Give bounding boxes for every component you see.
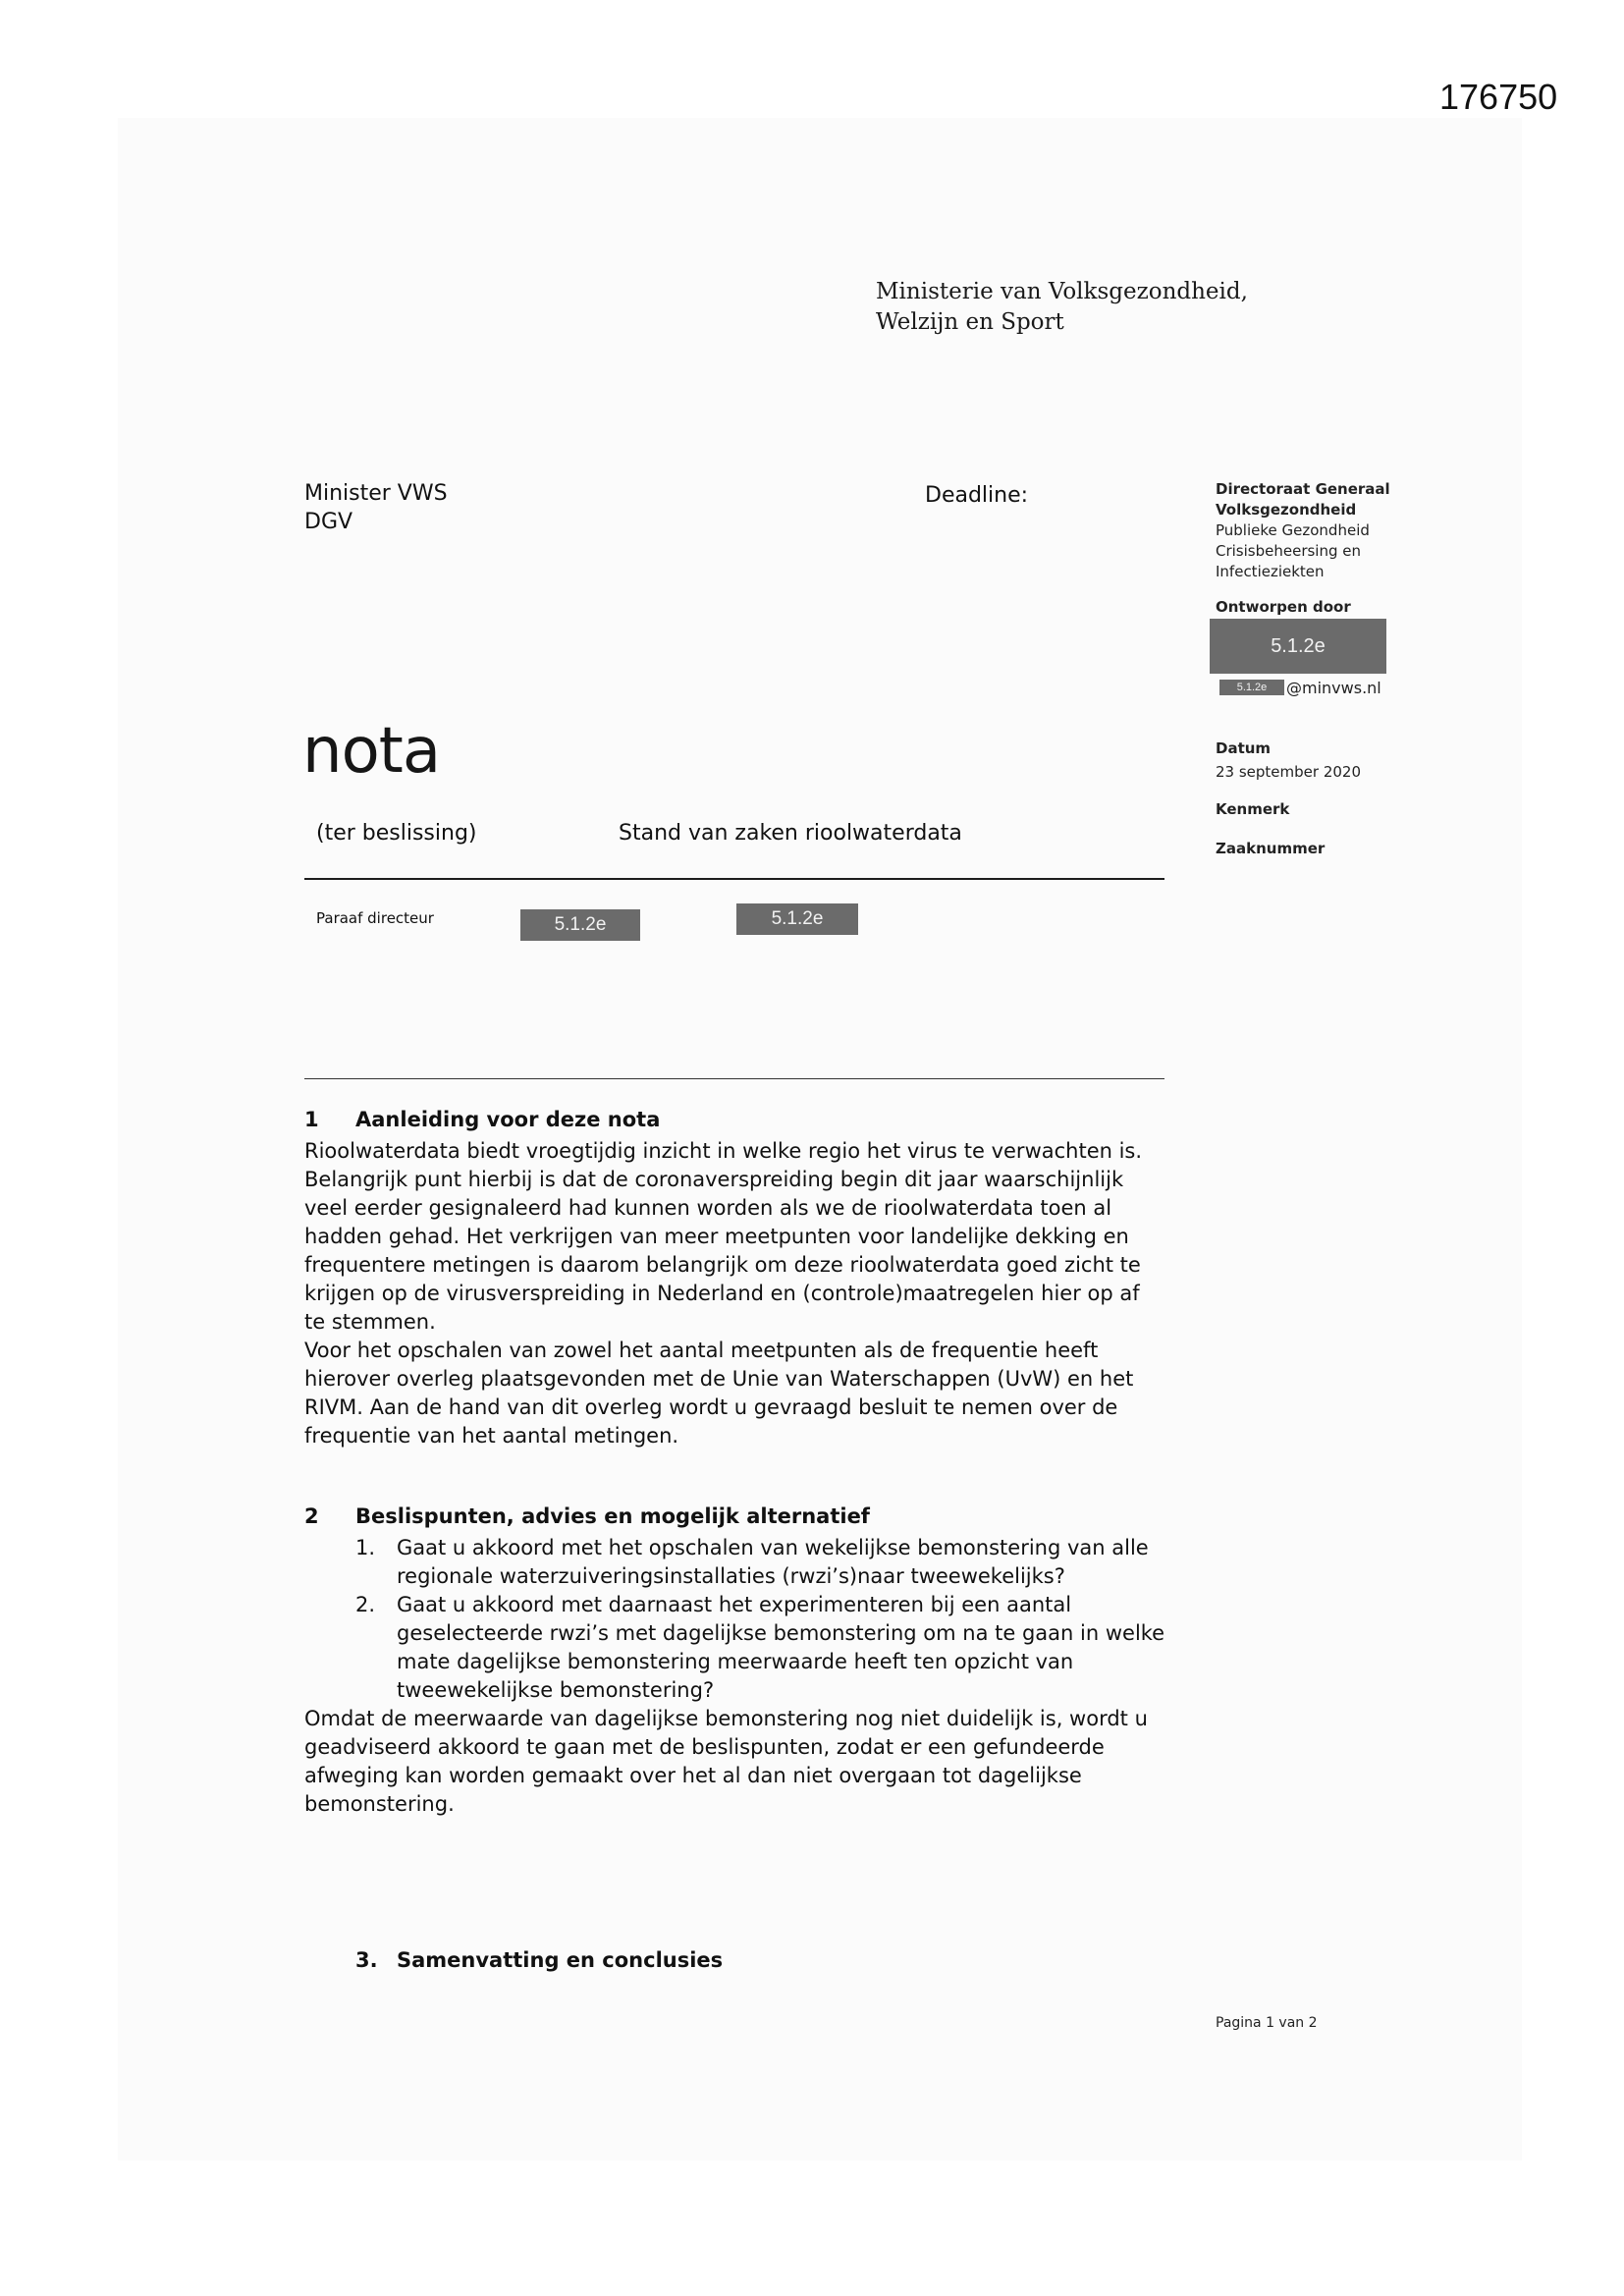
section-3-heading (355, 1948, 723, 1972)
section-3-number: 3. (355, 1948, 378, 1972)
section-1-title: Aanleiding voor deze nota (355, 1108, 661, 1131)
title-divider (304, 878, 1164, 880)
section-1-line: Rioolwaterdata biedt vroegtijdig inzicht in welke regio het virus te verwachten is. (304, 1139, 1143, 1163)
advice-line: bemonstering. (304, 1792, 455, 1816)
section-3-title: Samenvatting en conclusies (397, 1948, 724, 1972)
section-1-line: Belangrijk punt hierbij is dat de coronaverspreiding begin dit jaar waarschijnlijk (304, 1168, 1124, 1191)
org-line-1: Directoraat Generaal (1216, 480, 1390, 498)
email-redaction: 5.1.2e (1219, 680, 1284, 695)
designed-by-label: Ontworpen door (1216, 598, 1351, 616)
section-2-number: 2 (304, 1504, 319, 1528)
paraaf-label: Paraaf directeur (316, 909, 434, 927)
paraaf-redaction-2: 5.1.2e (736, 903, 858, 935)
memo-subject: Stand van zaken rioolwaterdata (619, 821, 962, 846)
paraaf-divider (304, 1078, 1164, 1079)
deadline-label: Deadline: (925, 483, 1029, 508)
advice-line: geadviseerd akkoord te gaan met de beslispunten, zodat er een gefundeerde (304, 1735, 1105, 1759)
section-1-line: te stemmen. (304, 1310, 436, 1334)
decision-point-line: regionale waterzuiveringsinstallaties (rwzi’s)naar tweewekelijks? (397, 1564, 1065, 1588)
section-1-line: hadden gehad. Het verkrijgen van meer meetpunten voor landelijke dekking en (304, 1225, 1129, 1248)
section-1-line: RIVM. Aan de hand van dit overleg wordt u gevraagd besluit te nemen over de (304, 1395, 1118, 1419)
addressee (304, 479, 448, 536)
section-2-title: Beslispunten, advies en mogelijk alternatief (355, 1504, 870, 1528)
ministry-line-1: Ministerie van Volksgezondheid, (876, 279, 1248, 304)
section-1-line: Voor het opschalen van zowel het aantal meetpunten als de frequentie heeft (304, 1339, 1099, 1362)
date-value: 23 september 2020 (1216, 763, 1362, 781)
advice-line: Omdat de meerwaarde van dagelijkse bemonstering nog niet duidelijk is, wordt u (304, 1707, 1148, 1730)
page-title: nota (302, 715, 441, 788)
section-2-heading (304, 1504, 870, 1528)
decision-point (304, 1534, 1251, 1591)
ministry-line-2: Welzijn en Sport (876, 309, 1064, 335)
paraaf-redaction-1: 5.1.2e (520, 909, 640, 941)
section-1-heading (304, 1108, 660, 1131)
decision-point-line: geselecteerde rwzi’s met dagelijkse bemonstering om na te gaan in welke (397, 1621, 1165, 1645)
advice-line: afweging kan worden gemaakt over het al dan niet overgaan tot dagelijkse (304, 1764, 1082, 1787)
decision-type: (ter beslissing) (316, 821, 477, 846)
email-suffix: @minvws.nl (1286, 679, 1381, 697)
org-line-5: Infectieziekten (1216, 563, 1325, 580)
addressee-line-1: Minister VWS (304, 481, 448, 506)
decision-points-list (304, 1534, 1251, 1705)
ministry-name (876, 277, 1248, 338)
decision-point-line: mate dagelijkse bemonstering meerwaarde heeft ten opzicht van (397, 1650, 1074, 1673)
designed-by-redaction: 5.1.2e (1210, 619, 1386, 674)
section-1-line: frequentere metingen is daarom belangrijk om deze rioolwaterdata goed zicht te (304, 1253, 1141, 1277)
decision-point-number: 2. (355, 1593, 376, 1616)
sidebar-organization (1216, 479, 1390, 582)
section-1-line: veel eerder gesignaleerd had kunnen worden als we de rioolwaterdata toen al (304, 1196, 1112, 1220)
section-1-number: 1 (304, 1108, 319, 1131)
decision-point-line: Gaat u akkoord met daarnaast het experimenteren bij een aantal (397, 1593, 1072, 1616)
reference-label: Kenmerk (1216, 800, 1290, 818)
case-number-label: Zaaknummer (1216, 840, 1326, 857)
section-1-line: frequentie van het aantal metingen. (304, 1424, 679, 1448)
section-1-body (304, 1137, 1188, 1450)
decision-point-number: 1. (355, 1536, 376, 1559)
decision-point-line: Gaat u akkoord met het opschalen van wekelijkse bemonstering van alle (397, 1536, 1149, 1559)
decision-point-line: tweewekelijkse bemonstering? (397, 1678, 715, 1702)
document-number: 176750 (1439, 77, 1558, 117)
addressee-line-2: DGV (304, 510, 353, 534)
advice-paragraph (304, 1705, 1188, 1819)
decision-point (304, 1591, 1251, 1705)
org-line-3: Publieke Gezondheid (1216, 521, 1370, 539)
org-line-2: Volksgezondheid (1216, 501, 1357, 519)
org-line-4: Crisisbeheersing en (1216, 542, 1362, 560)
date-label: Datum (1216, 739, 1272, 757)
section-1-line: krijgen op de virusverspreiding in Nederland en (controle)maatregelen hier op af (304, 1282, 1140, 1305)
section-1-line: hierover overleg plaatsgevonden met de Unie van Waterschappen (UvW) en het (304, 1367, 1134, 1391)
page-number: Pagina 1 van 2 (1216, 2015, 1318, 2031)
